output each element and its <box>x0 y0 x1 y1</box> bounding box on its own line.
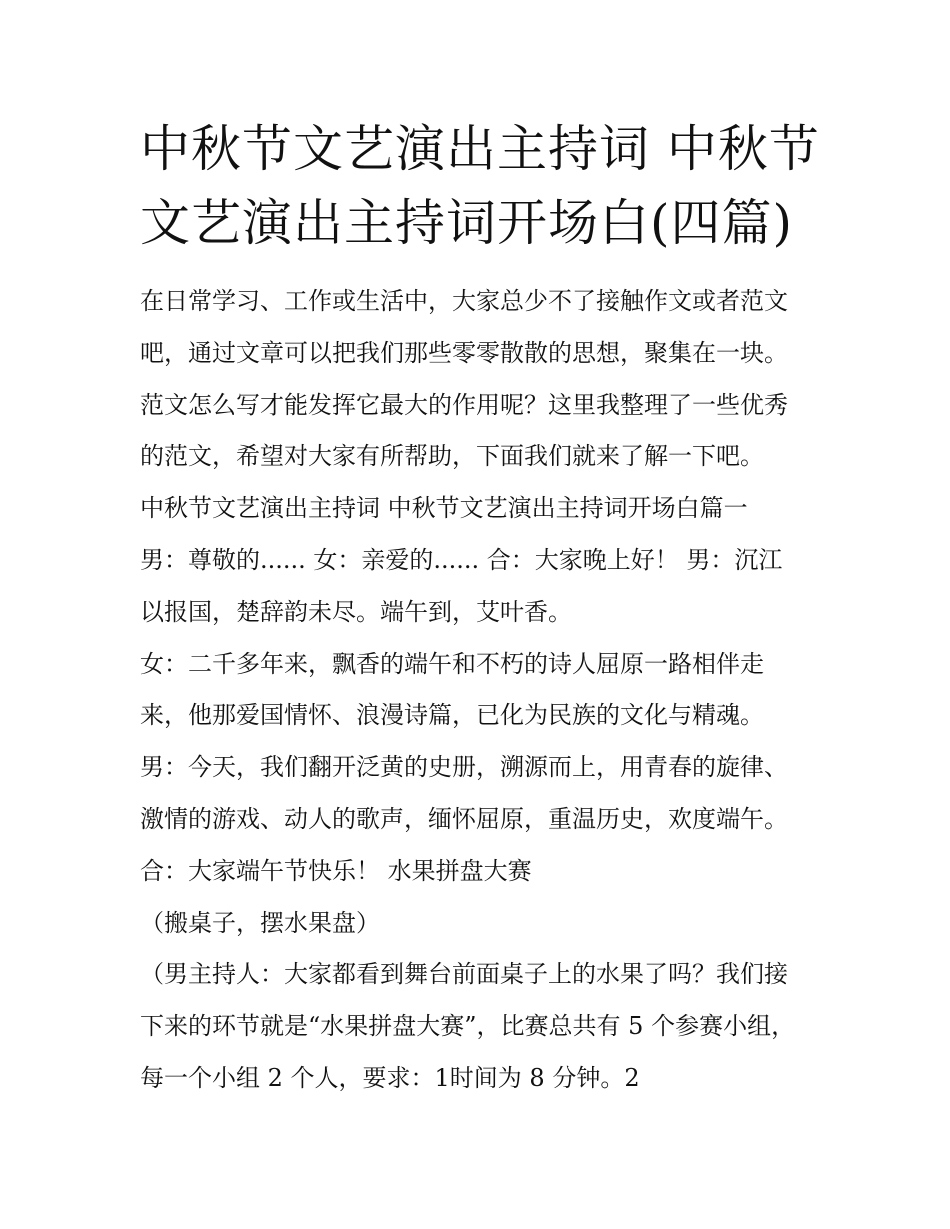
body-line: 每一个小组 2 个人，要求：1时间为 8 分钟。2 <box>140 1063 640 1092</box>
document-title <box>140 112 820 260</box>
body-line: 女：二千多年来，飘香的端午和不朽的诗人屈原一路相伴走 <box>140 649 764 678</box>
body-line: 范文怎么写才能发挥它最大的作用呢？这里我整理了一些优秀 <box>140 390 788 419</box>
document-body <box>140 276 830 1105</box>
title-line: 中秋节文艺演出主持词 中秋节 <box>140 120 820 178</box>
body-line: 在日常学习、工作或生活中，大家总少不了接触作文或者范文 <box>140 287 788 315</box>
body-line: 男：尊敬的...... 女：亲爱的...... 合：大家晚上好！ 男：沉江 <box>140 545 783 574</box>
body-line: 男：今天，我们翻开泛黄的史册，溯源而上，用青春的旋律、 <box>140 753 788 782</box>
body-line: 下来的环节就是“水果拼盘大赛”，比赛总共有 5 个参赛小组， <box>140 1012 796 1041</box>
body-line: 吧，通过文章可以把我们那些零零散散的思想，聚集在一块。 <box>140 338 788 367</box>
body-line: （搬桌子，摆水果盘） <box>140 908 380 937</box>
body-line: 的范文，希望对大家有所帮助，下面我们就来了解一下吧。 <box>140 442 764 471</box>
title-line: 文艺演出主持词开场白(四篇) <box>140 194 794 252</box>
body-line: （男主持人：大家都看到舞台前面桌子上的水果了吗？我们接 <box>140 960 788 989</box>
body-line: 激情的游戏、动人的歌声，缅怀屈原，重温历史，欢度端午。 <box>140 804 788 833</box>
body-line: 以报国，楚辞韵未尽。端午到，艾叶香。 <box>140 597 572 626</box>
body-line: 来，他那爱国情怀、浪漫诗篇，已化为民族的文化与精魂。 <box>140 701 764 730</box>
body-line: 中秋节文艺演出主持词 中秋节文艺演出主持词开场白篇一 <box>140 494 748 523</box>
body-line: 合：大家端午节快乐！ 水果拼盘大赛 <box>140 856 532 885</box>
